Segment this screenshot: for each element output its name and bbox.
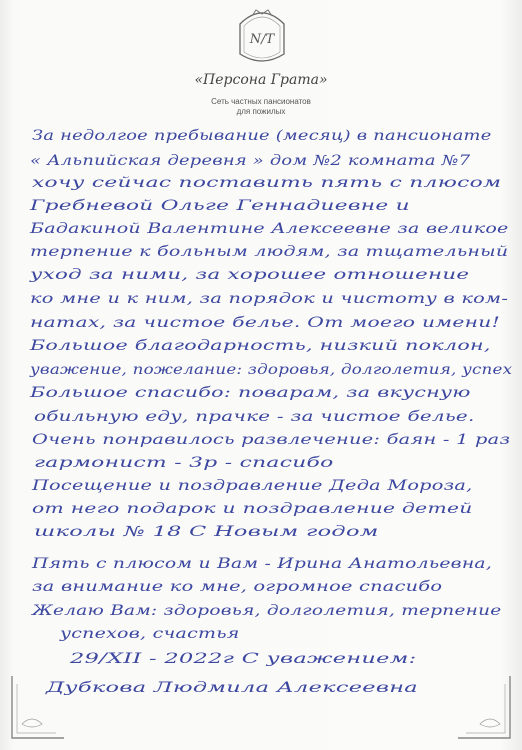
letter-line-19: Пять с плюсом и Вам - Ирина Анатольевна, <box>32 556 493 572</box>
letter-date-and-closing: 29/XII - 2022г С уважением: <box>70 651 417 667</box>
letter-line-10: Большое благодарность, низкий поклон, <box>30 338 491 354</box>
letter-line-15: гармонист - 3р - спасибо <box>34 455 334 471</box>
letter-line-12: Большое спасибо: поварам, за вкусную <box>30 385 471 401</box>
monogram-text: N/T <box>249 32 275 47</box>
letter-line-20: за внимание ко мне, огромное спасибо <box>32 579 443 595</box>
letter-line-16: Посещение и поздравление Деда Мороза, <box>32 478 473 494</box>
letter-line-7: уход за ними, за хорошее отношение <box>30 267 470 283</box>
letter-line-4: Гребневой Ольге Геннадиевне и <box>30 198 410 214</box>
letter-line-3: хочу сейчас поставить пять с плюсом <box>32 175 502 191</box>
letter-signature: Дубкова Людмила Алексеевна <box>46 680 418 696</box>
company-name: «Персона Грата» <box>194 72 328 88</box>
letter-line-5: Бадакиной Валентине Алексеевне за великое <box>30 221 509 237</box>
company-subtitle-line1: Сеть частных пансионатов <box>211 97 311 106</box>
letter-line-8: ко мне и к ним, за порядок и чистоту в ком- <box>30 291 509 307</box>
letter-line-2: « Альпийская деревня » дом №2 комната №7 <box>30 153 471 169</box>
letter-line-18: школы № 18 С Новым годом <box>34 524 379 540</box>
corner-ornament-right <box>454 674 514 744</box>
corner-ornament-left <box>8 674 68 744</box>
letter-line-6: терпение к больным людям, за тщательный <box>30 244 509 260</box>
letter-line-14: Очень понравилось развлечение: баян - 1 раз <box>32 432 511 448</box>
letter-line-13: обильную еду, прачке - за чистое белье. <box>34 409 475 425</box>
letter-line-1: За недолгое пребывание (месяц) в пансионате <box>32 128 492 144</box>
company-subtitle-line2: для пожилых <box>236 107 286 116</box>
letter-line-9: натах, за чистое белье. От моего имени! <box>30 315 500 331</box>
letter-line-11: уважение, пожелание: здоровья, долголетия, успех <box>30 362 513 378</box>
letter-line-22: успехов, счастья <box>60 626 240 642</box>
letter-line-21: Желаю Вам: здоровья, долголетия, терпение <box>32 603 502 619</box>
letter-line-17: от него подарок и поздравление детей <box>32 501 473 517</box>
